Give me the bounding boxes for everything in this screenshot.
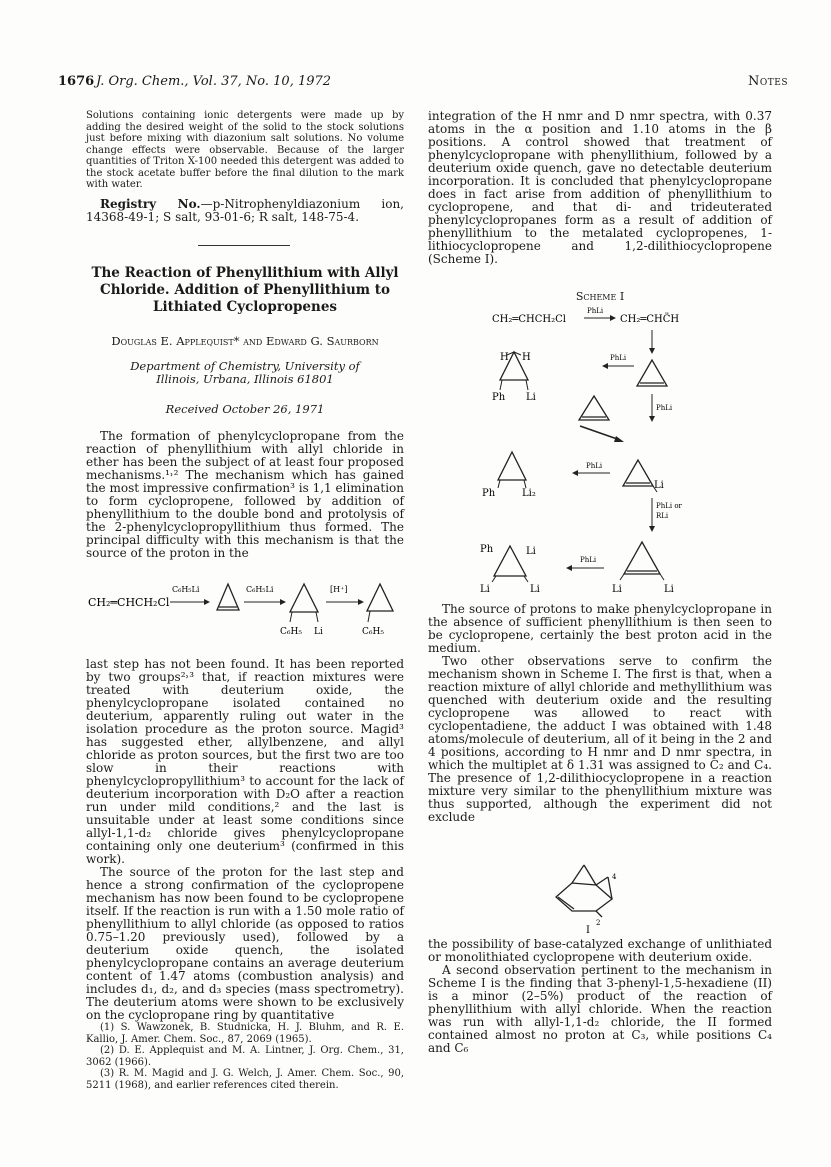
scheme-li-1: Li (526, 392, 536, 403)
page-number: 1676 (58, 74, 95, 89)
section-label: Notes (748, 74, 788, 89)
eq-start: CH₂═CHCH₂Cl (88, 596, 170, 609)
right-paragraph-1: integration of the H nmr and D nmr spectra, with 0.37 atoms in the α position and 1.10 atoms in the β positions. A control showed that treatment of phenylcyclopropane with phenyllithium, followed by a deuterium oxide quench, gave no detectable deuterium incorporation. It is concluded that phenylcyclopropane does in fact arise from addition of phenyllithium to cyclopropene, and that di- and trideuterated phenylcyclopropanes form as a result of addition of phenyllithium to the metalated cyclopropenes, 1-lithiocyclopropene and 1,2-dilithiocyclopropene (Scheme I). (428, 109, 772, 266)
article-title: The Reaction of Phenyllithium with Allyl Chloride. Addition of Phenyllithium to Lithiated Cyclopropenes (91, 265, 399, 315)
divider (198, 245, 290, 246)
scheme-li-c3: Li (530, 584, 540, 595)
registry-text: —p-Nitrophenyldiazonium ion, 14368-49-1; S salt, 93-01-6; R salt, 148-75-4. (86, 197, 404, 224)
footnotes (86, 1022, 404, 1091)
scheme-dilithiocyclopropene (624, 542, 660, 574)
scheme-li2: Li₂ (522, 488, 536, 499)
body-right-mid (428, 603, 772, 824)
registry-label: Registry No. (100, 197, 201, 211)
scheme-ph-2: Ph (482, 488, 496, 499)
scheme-lithiocyclopropene (623, 460, 653, 486)
right-paragraph-4: the possibility of base-catalyzed exchange of unlithiated or monolithiated cyclopropene with deuterium oxide. (428, 937, 772, 964)
paragraph-2: last step has not been found. It has been reported by two groups²˒³ that, if reaction mixtures were treated with deuterium oxide, the phenylcyclopropane isolated contained no deuterium, apparently ruling out water in the isolation procedure as the proton source. Magid³ has suggested ether, allylbenzene, and allyl chloride as proton sources, but the first two are too slow in their reactions with phenylcyclopropyllithium³ to account for the lack of deuterium incorporation with D₂O after a reaction run under mild conditions,² and the last is unsuitable under at least some conditions since allyl-1,1-d₂ chloride gives phenylcyclopropane containing only one deuterium³ (confirmed in this work). (86, 657, 404, 866)
eq-reagent-2: C₆H₅Li (246, 585, 274, 594)
eq-phenylcyclopropane (367, 584, 393, 611)
affiliation: Department of Chemistry, University of Illinois, Urbana, Illinois 61801 (130, 359, 360, 386)
scheme-trilithio-product (494, 546, 526, 576)
right-paragraph-5: A second observation pertinent to the mechanism in Scheme I is the finding that 3-phenyl-1,5-hexadiene (II) is a minor (2–5%) product of the reaction of phenyllithium with allyl chloride. When the reaction was run with allyl-1,1-d₂ chloride, the II formed contained almost no proton at C₃, while positions C₄ and C₆ (428, 963, 772, 1055)
eq-cyclopropene (217, 584, 239, 610)
scheme-reagent-phli-4: PhLi (586, 462, 603, 470)
eq-cyclopropyllithium (290, 584, 318, 612)
footnote-2: (2) D. E. Applequist and M. A. Lintner, J. Org. Chem., 31, 3062 (1966). (86, 1045, 404, 1068)
scheme-li-d2: Li (664, 584, 674, 595)
scheme-reagent-phli-5: PhLi (580, 556, 597, 564)
scheme-reagent-phli-3: PhLi (656, 404, 673, 412)
scheme-i-diagram (470, 302, 730, 598)
scheme-h-1: H (500, 352, 509, 363)
structure-i (546, 855, 630, 935)
structure-position-4: 4 (612, 873, 617, 881)
scheme-li-c1: Li (526, 546, 536, 557)
scheme-h-2: H (522, 352, 531, 363)
scheme-li-c2: Li (480, 584, 490, 595)
scheme-reagent-phli-2: PhLi (610, 354, 627, 362)
registry-numbers (86, 198, 404, 224)
intro-paragraph (86, 430, 404, 560)
right-paragraph-2: The source of protons to make phenylcyclopropane in the absence of sufficient phenyllithium is then seen to be cyclopropene, certainly the best proton acid in the medium. (428, 602, 772, 655)
scheme-dilithio-cyclopropane (498, 452, 526, 480)
body-left (86, 658, 404, 1022)
body-right-top (428, 110, 772, 266)
scheme-allyl-chloride: CH₂═CHCH₂Cl (492, 314, 567, 325)
eq-sub-li: Li (314, 627, 323, 637)
eq-arrowhead-1 (204, 599, 210, 605)
scheme-ph-3: Ph (480, 544, 494, 555)
eq-reagent-3: [H⁺] (330, 585, 348, 594)
paragraph-1: The formation of phenylcyclopropane from the reaction of phenyllithium with allyl chloride in ether has been the subject of at least four proposed mechanisms.¹˒² The mechanism which has gained the most impressive confirmation³ is 1,1 elimination to form cyclopropene, followed by addition of phenyllithium to the double bond and protolysis of the 2-phenylcyclopropyllithium thus formed. The principal difficulty with this mechanism is that the source of the proton in the (86, 429, 404, 560)
structure-position-2: 2 (596, 919, 601, 927)
body-right-bottom (428, 938, 772, 1055)
footnote-1: (1) S. Wawzonek, B. Studnicka, H. J. Bluhm, and R. E. Kallio, J. Amer. Chem. Soc., 87, 2069 (1965). (86, 1022, 404, 1045)
authors: Douglas E. Applequist* and Edward G. Saurborn (111, 334, 379, 348)
right-paragraph-3: Two other observations serve to confirm the mechanism shown in Scheme I. The first is that, when a reaction mixture of allyl chloride and methyllithium was quenched with deuterium oxide and the resulting cyclopropene was allowed to react with cyclopentadiene, the adduct I was obtained with 1.48 atoms/molecule of deuterium, all of it being in the 2 and 4 positions, according to H nmr and D nmr spectra, in which the multiplet at δ 1.31 was assigned to C₂ and C₄. The presence of 1,2-dilithiocyclopropene in a reaction mixture very similar to the phenyllithium mixture was thus supported, although the experiment did not exclude (428, 654, 772, 824)
running-header (58, 74, 788, 94)
detergent-paragraph: Solutions containing ionic detergents were made up by adding the desired weight of the solid to the stock solutions just before mixing with diazonium salt solutions. No volume change effects were observable. Because of the larger quantities of Triton X-100 needed this detergent was added to the stock acetate buffer before the final dilution to the mark with water. (86, 110, 404, 190)
scheme-reagent-phli-or: PhLi or (656, 502, 682, 510)
scheme-reagent-rli: RLi (656, 512, 669, 520)
paragraph-3: The source of the proton for the last step and hence a strong confirmation of the cyclopropene mechanism has now been found to be cyclopropene itself. If the reaction is run with a 1.50 mole ratio of phenyllithium to allyl chloride (as opposed to ratios 0.75–1.20 previously used), followed by a deuterium oxide quench, the isolated phenylcyclopropane contains an average deuterium content of 1.47 atoms (combustion analysis) and includes d₁, d₂, and d₃ species (mass spectrometry). The deuterium atoms were shown to be exclusively on the cyclopropane ring by quantitative (86, 865, 404, 1022)
scheme-cyclopropene-1 (637, 360, 667, 386)
eq-reagent-1: C₆H₅Li (172, 585, 200, 594)
eq-sub-ph: C₆H₅ (280, 627, 302, 637)
eq-sub-ph-2: C₆H₅ (362, 627, 384, 637)
mechanism-equation (86, 578, 406, 640)
scheme-li-d1: Li (612, 584, 622, 595)
journal-citation: J. Org. Chem., Vol. 37, No. 10, 1972 (96, 74, 332, 89)
footnote-3: (3) R. M. Magid and J. G. Welch, J. Amer. Chem. Soc., 90, 5211 (1968), and earlier references cited therein. (86, 1068, 404, 1091)
scheme-li-r: Li (654, 480, 664, 491)
scheme-ph-1: Ph (492, 392, 506, 403)
scheme-reagent-phli-1: PhLi (587, 307, 604, 315)
scheme-title: Scheme I (575, 290, 625, 303)
received-date: Received October 26, 1971 (165, 402, 325, 416)
structure-label: I (586, 925, 590, 935)
scheme-carbene: CH₂═CHC̈H (620, 314, 680, 325)
